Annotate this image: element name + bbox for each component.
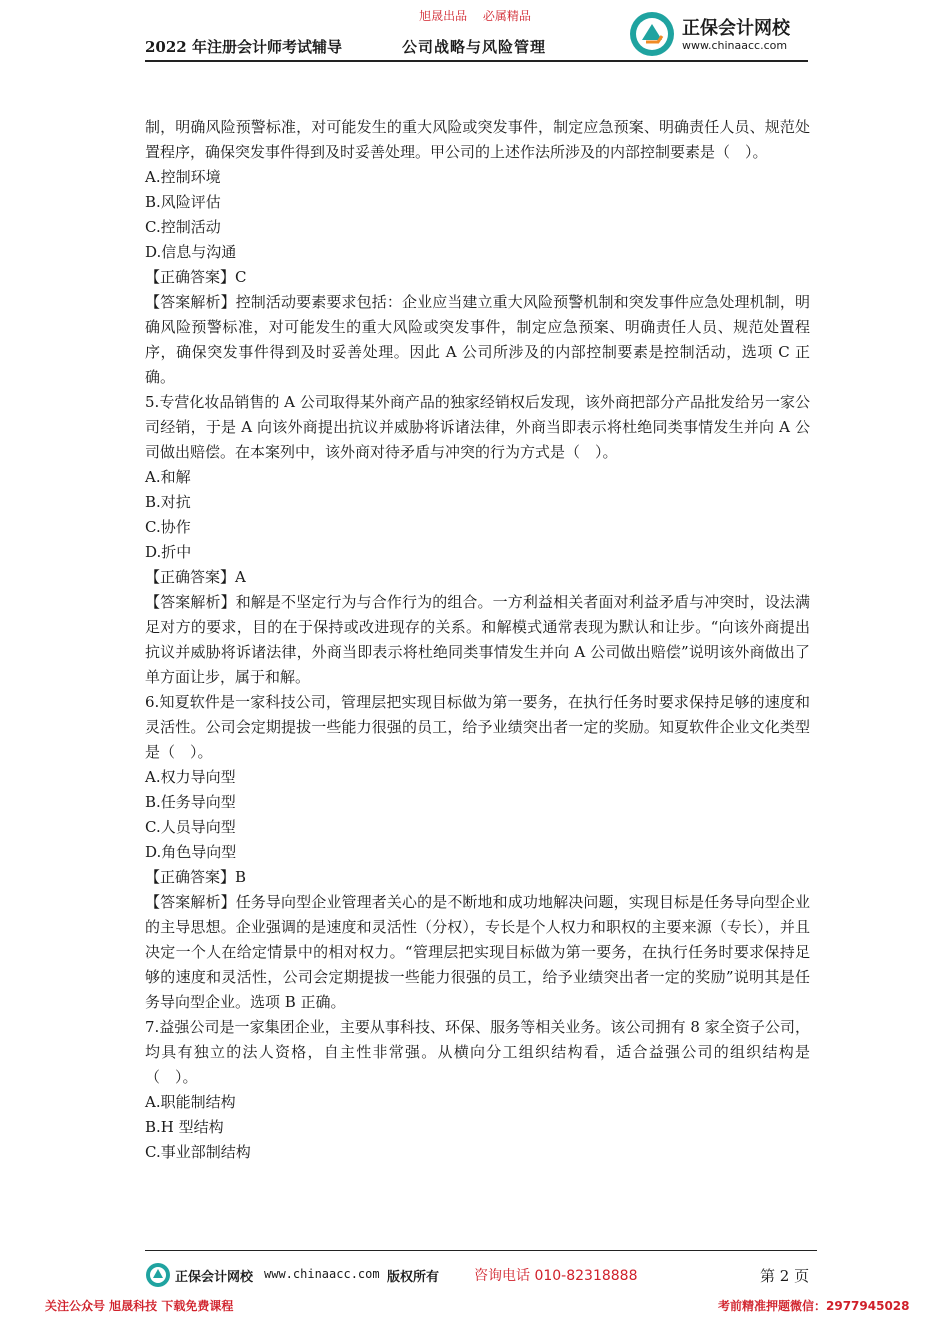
header-exam-title: 2022 年注册会计师考试辅导 (145, 38, 342, 56)
text-line: A.权力导向型 (145, 768, 236, 786)
text-line: 7.益强公司是一家集团企业，主要从事科技、环保、服务等相关业务。该公司拥有 8 家全资子公司，均具有独立的法人资格，自主性非常强。从横向分工组织结构看，适合益强公司的组织结构是（ ）。 (145, 1018, 810, 1086)
text-line: B.对抗 (145, 493, 191, 511)
text-line: C.人员导向型 (145, 818, 236, 836)
text-line: C.协作 (145, 518, 191, 536)
document-body (145, 115, 810, 1165)
text-line: 【正确答案】A (145, 568, 246, 586)
text-line: B.任务导向型 (145, 793, 236, 811)
text-line: D.折中 (145, 543, 192, 561)
page-number: 第 2 页 (760, 1267, 810, 1285)
text-line: C.控制活动 (145, 218, 221, 236)
text-line: C.事业部制结构 (145, 1143, 251, 1161)
header-banner-text-1: 旭晟出品 (419, 9, 468, 23)
text-line: 5.专营化妆品销售的 A 公司取得某外商产品的独家经销权后发现，该外商把部分产品批发给另一家公司经销，于是 A 向该外商提出抗议并威胁将诉诸法律，外商当即表示将杜绝同类事情发生并向 A 公司做出赔偿。在本案列中，该外商对待矛盾与冲突的行为方式是（ ）。 (145, 393, 810, 461)
text-line: 【答案解析】和解是不坚定行为与合作行为的组合。一方利益相关者面对利益矛盾与冲突时，设法满足对方的要求，目的在于保持或改进现存的关系。和解模式通常表现为默认和让步。“向该外商提出抗议并威胁将诉诸法律，外商当即表示将杜绝同类事情发生并向 A 公司做出赔偿”说明该外商做出了单方面让步，属于和解。 (145, 593, 810, 686)
text-line: 【正确答案】C (145, 268, 247, 286)
footer-phone: 咨询电话 010-82318888 (474, 1268, 638, 1284)
text-line: 制，明确风险预警标准，对可能发生的重大风险或突发事件，制定应急预案、明确责任人员、规范处置程序，确保突发事件得到及时妥善处理。甲公司的上述作法所涉及的内部控制要素是（ ）。 (145, 118, 810, 161)
bottom-promo-right: 考前精准押题微信：2977945028 (718, 1299, 910, 1313)
header-subject: 公司战略与风险管理 (402, 38, 547, 56)
text-line: 【答案解析】控制活动要素要求包括：企业应当建立重大风险预警机制和突发事件应急处理机制，明确风险预警标准，对可能发生的重大风险或突发事件，制定应急预案、明确责任人员、规范处置程序，确保突发事件得到及时妥善处理。因此 A 公司所涉及的内部控制要素是控制活动，选项 C 正确。 (145, 293, 810, 386)
footer-rights: 版权所有 (387, 1270, 440, 1285)
logo-circle-icon (628, 10, 676, 58)
text-line: B.H 型结构 (145, 1118, 224, 1136)
text-line: 【正确答案】B (145, 868, 247, 886)
footer-logo-icon (145, 1262, 171, 1288)
footer-brand: 正保会计网校 (175, 1270, 254, 1285)
footer-url[interactable]: www.chinaacc.com (264, 1267, 380, 1281)
text-line: A.职能制结构 (145, 1093, 236, 1111)
logo-url: www.chinaacc.com (682, 39, 788, 52)
bottom-promo-left: 关注公众号 旭晟科技 下载免费课程 (45, 1299, 234, 1313)
footer-divider (145, 1250, 817, 1251)
text-line: D.信息与沟通 (145, 243, 237, 261)
text-line: 【答案解析】任务导向型企业管理者关心的是不断地和成功地解决问题，实现目标是任务导向型企业的主导思想。企业强调的是速度和灵活性（分权），专长是个人权力和职权的主要来源（专长），并且决定一个人在给定情景中的相对权力。“管理层把实现目标做为第一要务，在执行任务时要求保持足够的速度和灵活性，公司会定期提拔一些能力很强的员工，给予业绩突出者一定的奖励”说明其是任务导向型企业。选项 B 正确。 (145, 893, 810, 1011)
text-line: D.角色导向型 (145, 843, 237, 861)
logo-name: 正保会计网校 (682, 18, 790, 39)
text-line: 6.知夏软件是一家科技公司，管理层把实现目标做为第一要务，在执行任务时要求保持足够的速度和灵活性。公司会定期提拔一些能力很强的员工，给予业绩突出者一定的奖励。知夏软件企业文化类型是（ ）。 (145, 693, 810, 761)
header-divider (145, 60, 808, 62)
text-line: A.和解 (145, 468, 191, 486)
brand-logo[interactable] (628, 8, 808, 58)
text-line: B.风险评估 (145, 193, 221, 211)
header-banner-text-2: 必属精品 (482, 9, 531, 23)
text-line: A.控制环境 (145, 168, 221, 186)
